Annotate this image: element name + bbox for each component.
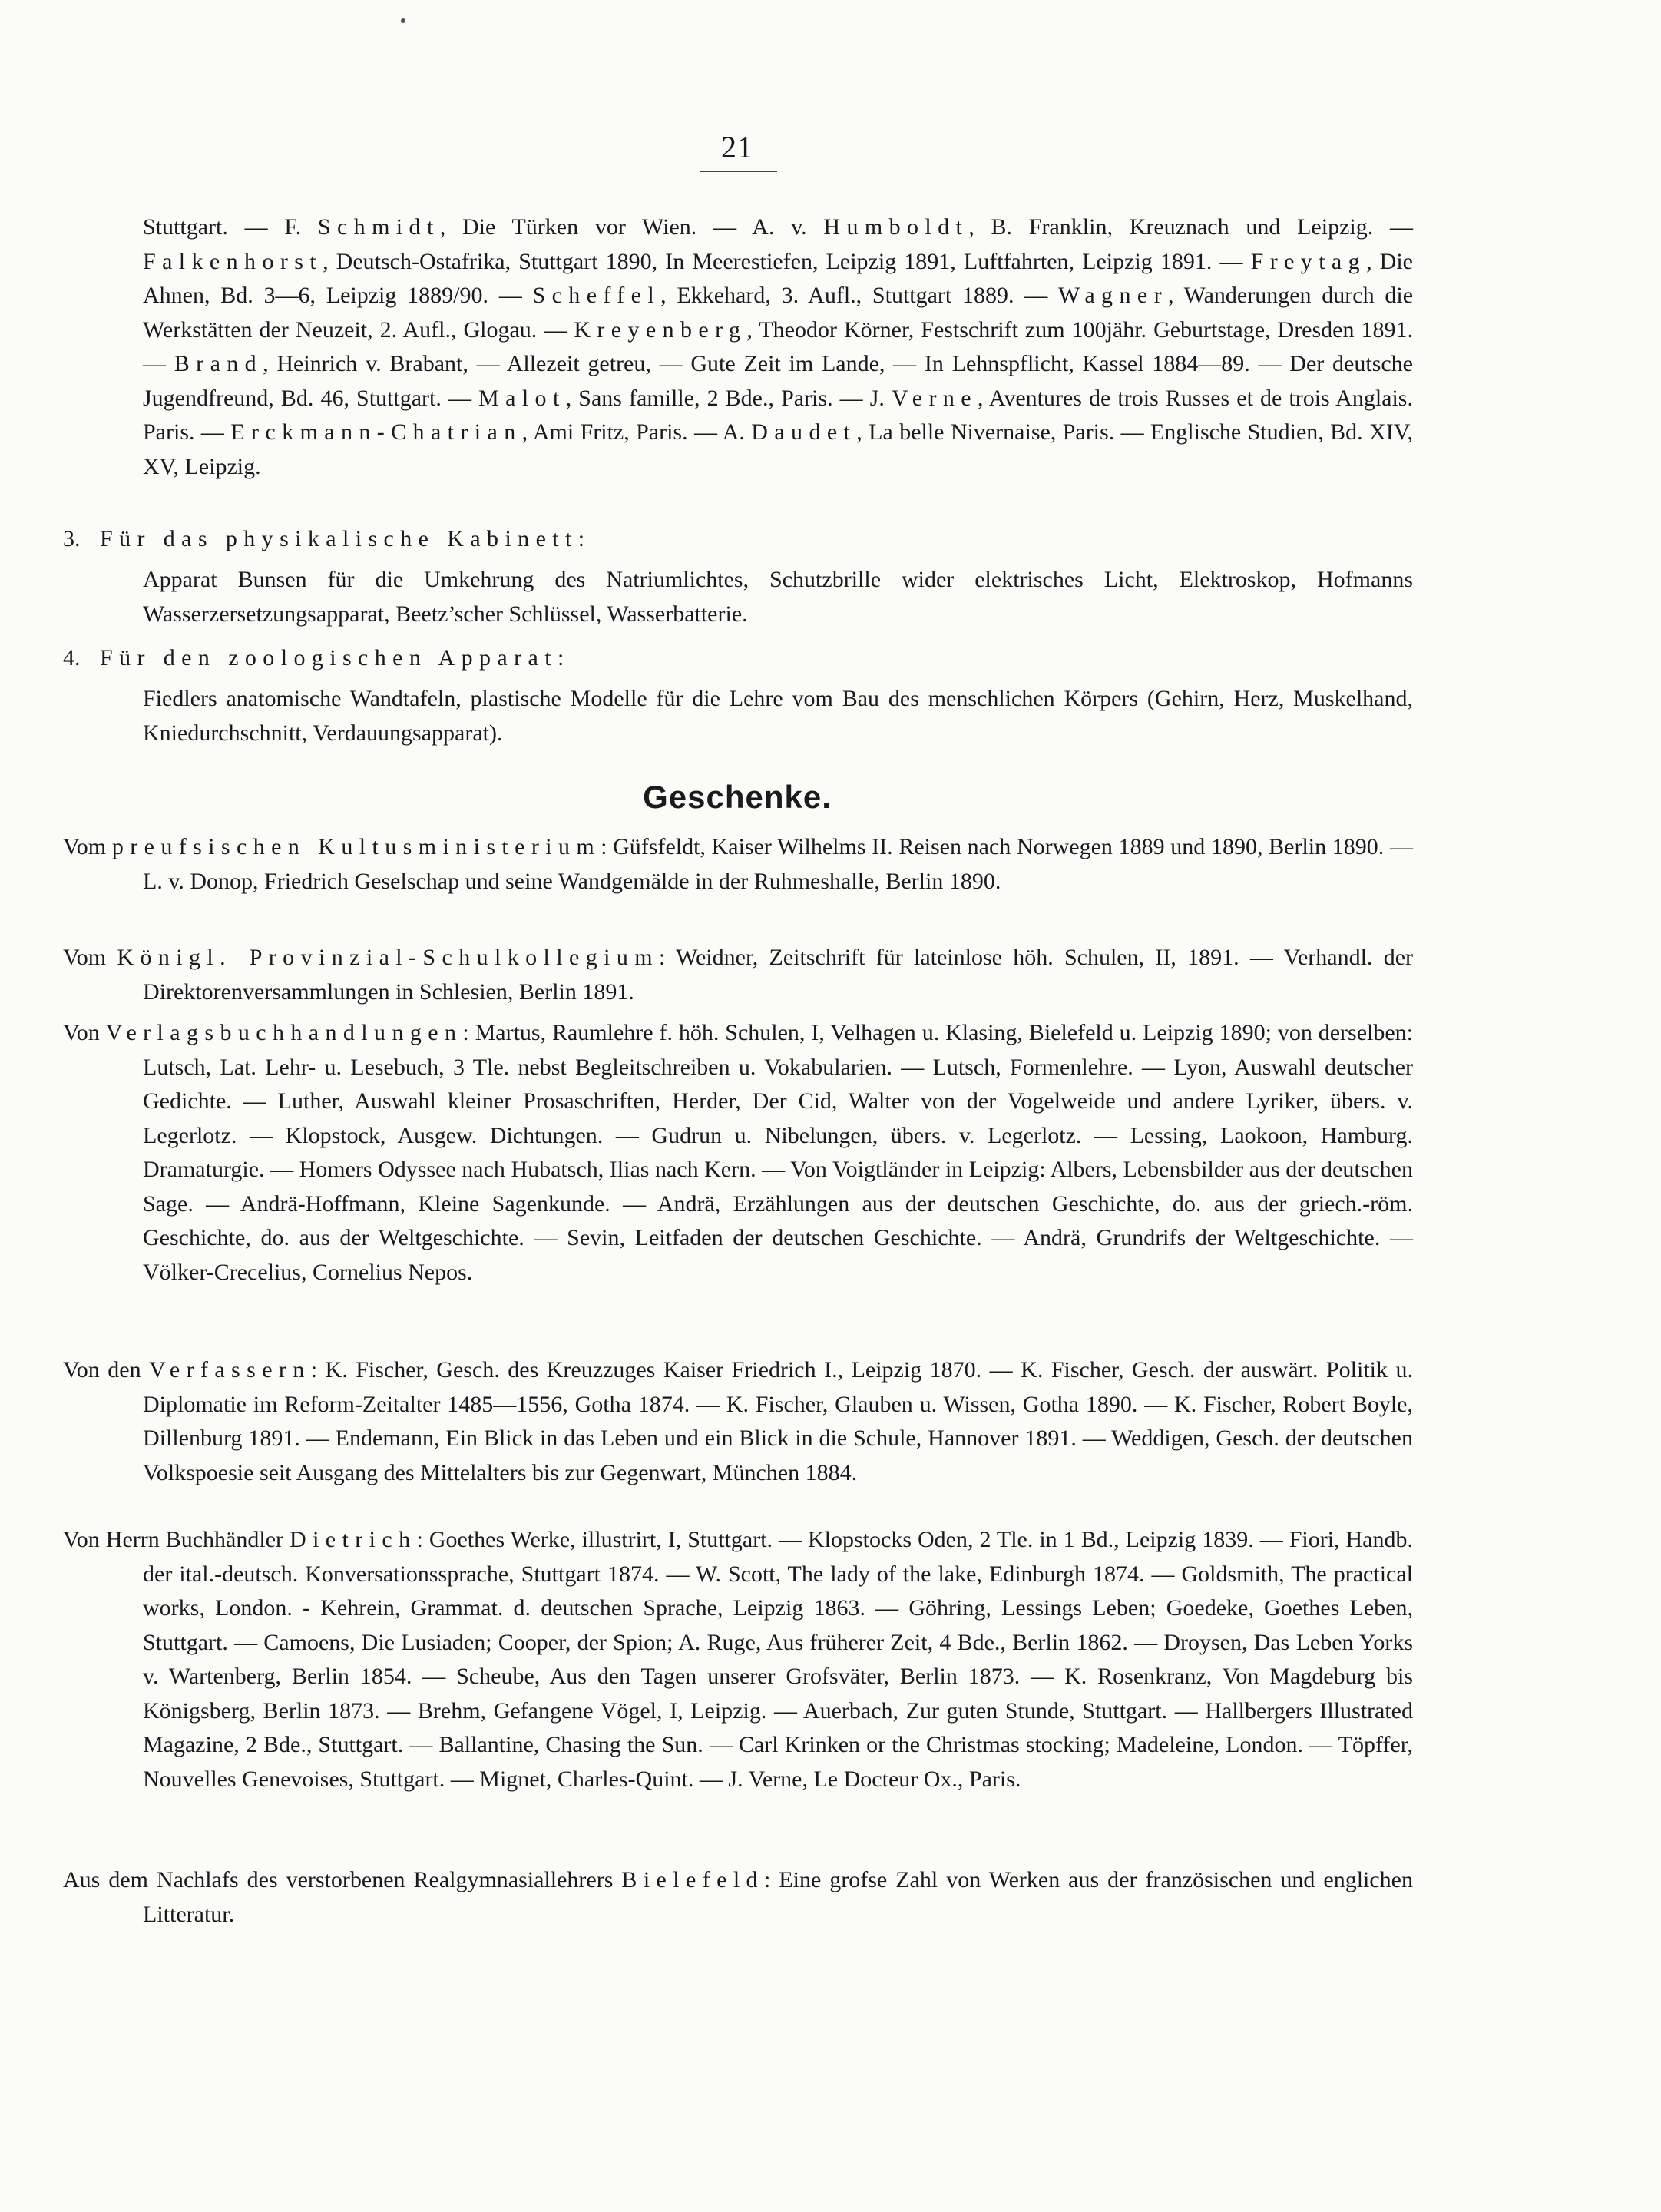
donor-name: preufsischen Kultusministerium [111,834,601,859]
author-name: Kreyenberg [574,316,747,343]
section-number: 4. [63,645,81,671]
donor-name: Verfassern [149,1357,311,1382]
gift-entry: Aus dem Nachlafs des verstorbenen Realgymnasiallehrers Bielefeld: Eine grofse Zahl von Werken aus der französischen und englichen Litteratur. [63,1867,1413,1927]
section-number: 3. [63,526,81,551]
section-3-title-line [63,522,1414,557]
section-4-body: Fiedlers anatomische Wandtafeln, plastische Modelle für die Lehre vom Bau des menschlichen Körpers (Gehirn, Herz, Muskelhand, Kniedurchschnitt, Verdauungsapparat). [143,686,1413,746]
author-name: Malot [478,385,566,411]
section-4-title-line [63,641,1414,676]
author-name: Humboldt [823,214,969,240]
author-name: Falkenhorst [143,248,323,274]
author-name: Freytag [1250,248,1367,274]
author-name: Daudet [751,419,857,445]
gift-entry: Von den Verfassern: K. Fischer, Gesch. des Kreuzzuges Kaiser Friedrich I., Leipzig 1870. — K. Fischer, Gesch. der auswärt. Politik u. Diplomatie im Reform-Zeitalter 1485—1556, Gotha 1874. — K. Fischer, Glauben u. Wissen, Gotha 1890. — K. Fischer, Robert Boyle, Dillenburg 1891. — Endemann, Ein Blick in das Leben und ein Blick in die Schule, Hannover 1891. — Weddigen, Gesch. der deutschen Volkspoesie seit Ausgang des Mittelalters bis zur Gegenwart, München 1884. [63,1357,1413,1485]
donor-name: Dietrich [290,1527,417,1552]
author-name: Brand [174,351,263,376]
section-3-body: Apparat Bunsen für die Umkehrung des Natriumlichtes, Schutzbrille wider elektrisches Licht, Elektroskop, Hofmanns Wasserzersetzungsapparat, Beetz’scher Schlüssel, Wasserbatterie. [143,567,1413,627]
author-name: Erckmann-Chatrian [230,419,522,445]
donor-name: Bielefeld [621,1867,764,1892]
donor-name: Königl. Provinzial-Schulkollegium [117,945,660,970]
gift-entry: Vom preufsischen Kultusministerium: Güfsfeldt, Kaiser Wilhelms II. Reisen nach Norwegen 1889 und 1890, Berlin 1890. — L. v. Donop, Friedrich Geselschap und seine Wandgemälde in der Ruhmeshalle, Berlin 1890. [63,834,1413,894]
intro-paragraph: Stuttgart. — F. Schmidt, Die Türken vor Wien. — A. v. Humboldt, B. Franklin, Kreuznach und Leipzig. — Falkenhorst, Deutsch-Ostafrika, Stuttgart 1890, In Meerestiefen, Leipzig 1891, Luftfahrten, Leipzig 1891. — Freytag, Die Ahnen, Bd. 3—6, Leipzig 1889/90. — Scheffel, Ekkehard, 3. Aufl., Stuttgart 1889. — Wagner, Wanderungen durch die Werkstätten der Neuzeit, 2. Aufl., Glogau. — Kreyenberg, Theodor Körner, Festschrift zum 100jähr. Geburtstage, Dresden 1891. — Brand, Heinrich v. Brabant, — Allezeit getreu, — Gute Zeit im Lande, — In Lehnspflicht, Kassel 1884—89. — Der deutsche Jugendfreund, Bd. 46, Stuttgart. — Malot, Sans famille, 2 Bde., Paris. — J. Verne, Aventures de trois Russes et de trois Anglais. Paris. — Erckmann-Chatrian, Ami Fritz, Paris. — A. Daudet, La belle Nivernaise, Paris. — Englische Studien, Bd. XIV, XV, Leipzig. [143,214,1414,479]
page-speck [401,18,405,23]
page-number: 21 [721,130,753,164]
header-rule [700,171,777,172]
author-name: Scheffel [532,283,661,308]
gift-entry: Von Herrn Buchhändler Dietrich: Goethes Werke, illustrirt, I, Stuttgart. — Klopstocks Oden, 2 Tle. in 1 Bd., Leipzig 1839. — Fiori, Handb. der ital.-deutsch. Konversationssprache, Stuttgart 1874. — W. Scott, The lady of the lake, Edinburgh 1874. — Goldsmith, The practical works, London. - Kehrein, Grammat. d. deutschen Sprache, Leipzig 1863. — Göhring, Lessings Leben; Goedeke, Goethes Leben, Stuttgart. — Camoens, Die Lusiaden; Cooper, der Spion; A. Ruge, Aus früherer Zeit, 4 Bde., Berlin 1862. — Droysen, Das Leben Yorks v. Wartenberg, Berlin 1854. — Scheube, Aus den Tagen unserer Grofsväter, Berlin 1873. — K. Rosenkranz, Von Magdeburg bis Königsberg, Berlin 1873. — Brehm, Gefangene Vögel, I, Leipzig. — Auerbach, Zur guten Stunde, Stuttgart. — Hallbergers Illustrated Magazine, 2 Bde., Stuttgart. — Ballantine, Chasing the Sun. — Carl Krinken or the Christmas stocking; Madeleine, London. — Töpffer, Nouvelles Genevoises, Stuttgart. — Mignet, Charles-Quint. — J. Verne, Le Docteur Ox., Paris. [63,1527,1414,1792]
donor-name: Verlagsbuchhandlungen [105,1020,463,1045]
gift-entry: Vom Königl. Provinzial-Schulkollegium: Weidner, Zeitschrift für lateinlose höh. Schulen, II, 1891. — Verhandl. der Direktorenversammlungen in Schlesien, Berlin 1891. [63,945,1414,1005]
gift-entry: Von Verlagsbuchhandlungen: Martus, Raumlehre f. höh. Schulen, I, Velhagen u. Klasing, Bielefeld u. Leipzig 1890; von derselben: Lutsch, Lat. Lehr- u. Lesebuch, 3 Tle. nebst Begleitschreiben u. Vokabularien. — Lutsch, Formenlehre. — Lyon, Auswahl deutscher Gedichte. — Luther, Auswahl kleiner Prosaschriften, Herder, Der Cid, Walter von der Vogelweide und andere Lyriker, übers. v. Legerlotz. — Klopstock, Ausgew. Dichtungen. — Gudrun u. Nibelungen, übers. v. Legerlotz. — Lessing, Laokoon, Hamburg. Dramaturgie. — Homers Odyssee nach Hubatsch, Ilias nach Kern. — Von Voigtländer in Leipzig: Albers, Lebensbilder aus der deutschen Sage. — Andrä-Hoffmann, Kleine Sagenkunde. — Andrä, Erzählungen aus der deutschen Geschichte, do. aus der griech.-röm. Geschichte, do. aus der Weltgeschichte. — Sevin, Leitfaden der deutschen Geschichte. — Andrä, Grundrifs der Weltgeschichte. — Völker-Crecelius, Cornelius Nepos. [63,1020,1413,1285]
author-name: Verne [891,385,978,411]
section-title: Für das physikalische Kabinett: [100,526,591,551]
section-heading-geschenke: Geschenke. [643,779,832,815]
section-title: Für den zoologischen Apparat: [100,645,571,671]
author-name: Wagner [1058,283,1168,308]
author-name: Schmidt [317,214,440,240]
